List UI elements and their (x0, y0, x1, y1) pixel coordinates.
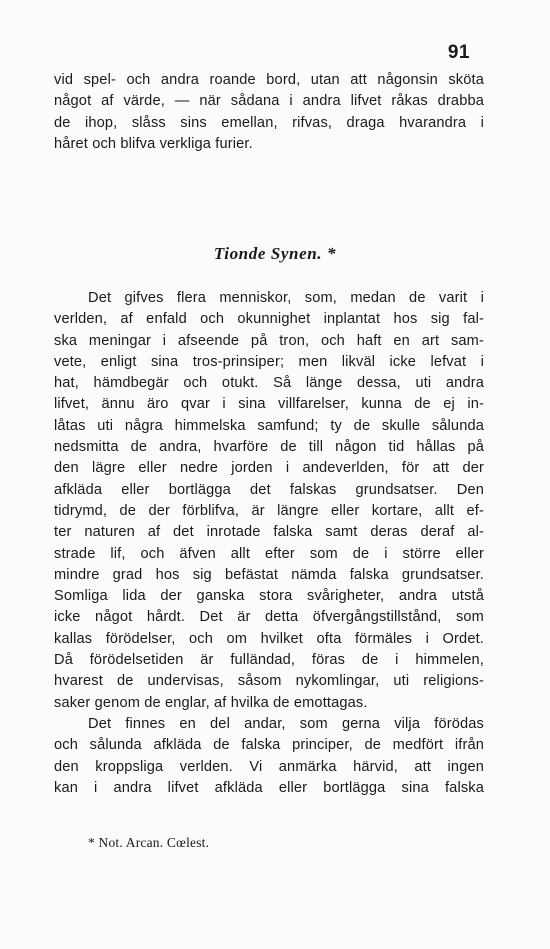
text-line: Då förödelsetiden är fulländad, föras de i himmelen, (54, 652, 484, 669)
section-heading: Tionde Synen. * (213, 244, 337, 263)
text-line: de ihop, slåss sins emellan, rifvas, draga hvarandra i (54, 114, 484, 131)
text-line: den kroppsliga verlden. Vi anmärka härvid, att ingen (54, 758, 484, 775)
text-line: nedsmitta de andra, hvarföre de till någon tid hållas på (54, 439, 484, 456)
text-line: icke något hårdt. Det är detta öfvergångstillstånd, som (54, 609, 484, 626)
text-line: hvarest de undervisas, såsom nykomlingar, uti religions- (54, 673, 484, 690)
text-line: Det finnes en del andar, som gerna vilja förödas (88, 715, 484, 732)
text-line: mindre grad hos sig befästat nämda falska grundsatser. (54, 566, 484, 583)
text-line: något af värde, — när sådana i andra lifvet råkas drabba (54, 93, 484, 110)
text-line: kallas förödelser, och om hvilket ofta förmäles i Ordet. (54, 630, 484, 647)
text-line: håret och blifva verkliga furier. (54, 135, 253, 152)
text-line: vid spel- och andra roande bord, utan att någonsin sköta (54, 72, 484, 88)
footnote: * Not. Arcan. Cœlest. (88, 835, 210, 850)
text-line: Det gifves flera menniskor, som, medan de varit i (88, 290, 484, 306)
page-number: 91 (447, 42, 470, 63)
text-line: hat, hämdbegär och otukt. Så länge dessa, uti andra (54, 375, 484, 392)
text-line: saker genom de englar, af hvilka de emottagas. (54, 694, 368, 711)
text-line: ska meningar i afseende på tron, och haft en art sam- (54, 332, 484, 349)
main-text (54, 288, 484, 799)
text-line: och sålunda afkläda de falska principer, de medfört ifrån (54, 737, 484, 754)
text-line: den lägre eller nedre jorden i andeverlden, för att der (54, 460, 484, 477)
text-line: vete, enligt sina tros-prinsiper; men likväl icke lefvat i (54, 353, 484, 370)
top-paragraph (54, 70, 484, 155)
text-line: tidrymd, de der förblifva, är längre eller kortare, allt ef- (54, 502, 484, 519)
text-line: lifvet, ännu äro qvar i sina villfarelser, kunna de ej in- (54, 396, 484, 413)
text-line: afkläda eller bortlägga det falskas grundsatser. Den (54, 481, 484, 498)
text-line: låtas uti några himmelska samfund; ty de skulle sålunda (54, 417, 484, 434)
text-line: kan i andra lifvet afkläda eller bortlägga sina falska (54, 779, 484, 796)
text-line: verlden, af enfald och okunnighet inplantat hos sig fal- (54, 311, 484, 328)
text-line: strade lif, och äfven allt efter som de i större eller (54, 545, 484, 562)
text-line: Somliga lida der ganska stora svårigheter, andra utstå (54, 588, 484, 605)
text-line: ter naturen af det inrotade falska samt deras deraf al- (54, 524, 484, 541)
